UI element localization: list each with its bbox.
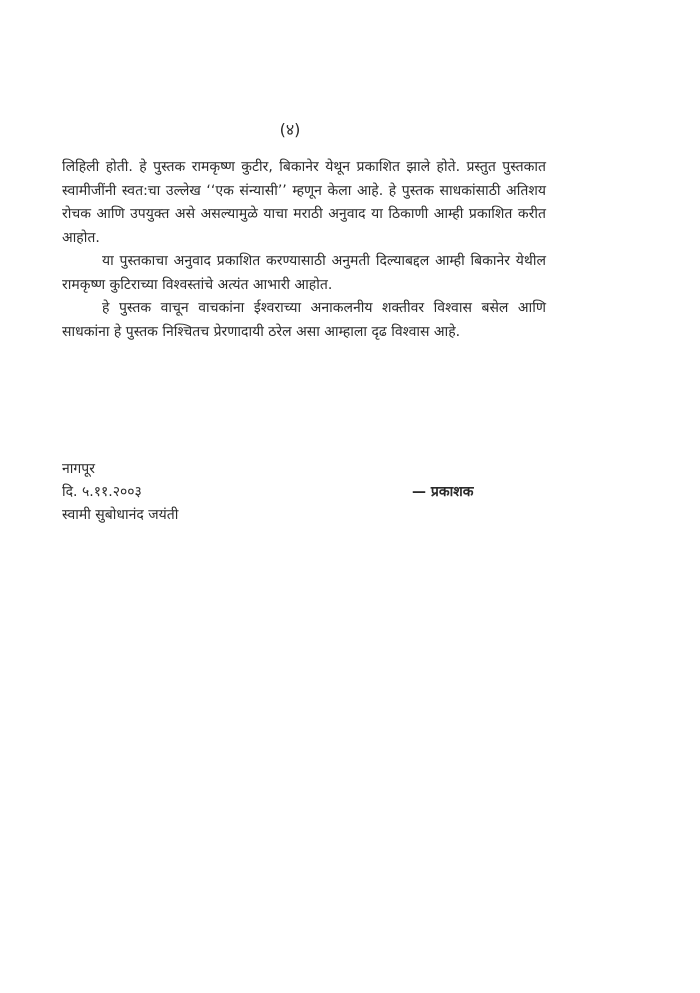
place: नागपूर: [62, 461, 95, 477]
occasion: स्वामी सुबोधानंद जयंती: [62, 507, 179, 523]
paragraph-continuation: लिहिली होती. हे पुस्तक रामकृष्ण कुटीर, बिकानेर येथून प्रकाशित झाले होते. प्रस्तुत पुस्तकात स्वामीजींनी स्वत:चा उल्लेख ‘‘एक संन्यासी’’ म्हणून केला आहे. हे पुस्तक साधकांसाठी अतिशय रोचक आणि उपयुक्त असे असल्यामुळे याचा मराठी अनुवाद या ठिकाणी आम्ही प्रकाशित करीत आहोत.: [62, 159, 546, 246]
signature-block: [62, 458, 546, 527]
publisher-signature: — प्रकाशक: [412, 484, 474, 500]
place-row: [62, 458, 546, 481]
date: दि. ५.११.२००३: [62, 484, 142, 500]
paragraph-acknowledgement: या पुस्तकाचा अनुवाद प्रकाशित करण्यासाठी अनुमती दिल्याबद्दल आम्ही बिकानेर येथील रामकृष्ण कुटिराच्या विश्वस्तांचे अत्यंत आभारी आहोत.: [62, 253, 546, 293]
occasion-row: [62, 504, 546, 527]
page-number: (४): [279, 120, 301, 139]
date-row: [62, 481, 546, 504]
body-text: [62, 156, 546, 344]
paragraph-closing-hope: हे पुस्तक वाचून वाचकांना ईश्वराच्या अनाकलनीय शक्तीवर विश्वास बसेल आणि साधकांना हे पुस्तक निश्चितच प्रेरणादायी ठरेल असा आम्हाला दृढ विश्वास आहे.: [62, 300, 546, 340]
